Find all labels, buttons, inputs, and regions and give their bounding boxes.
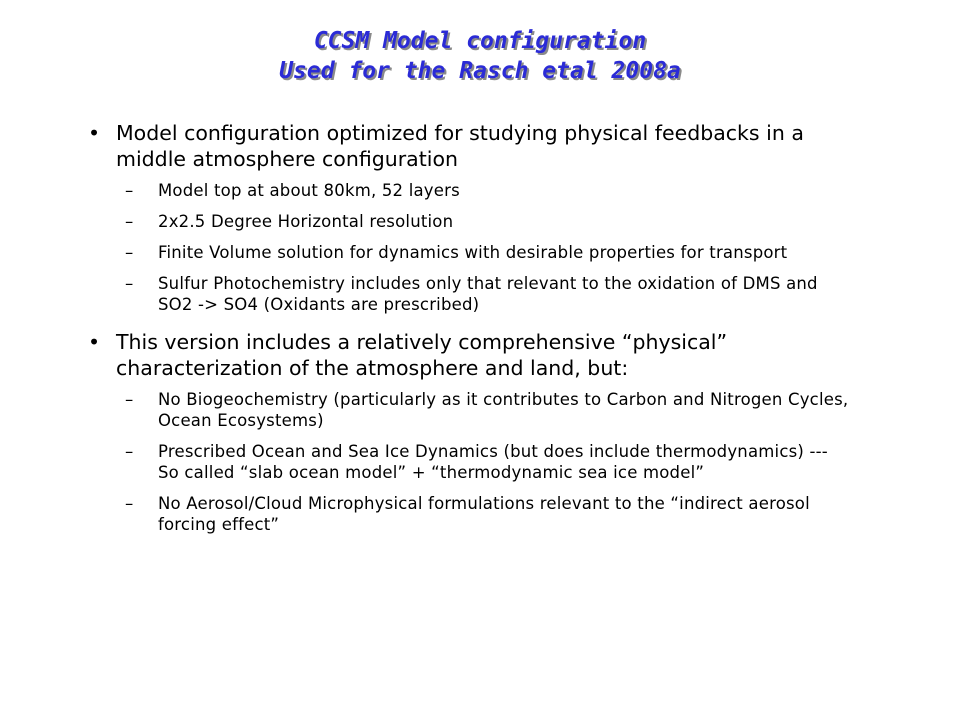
bullet-item — [84, 329, 854, 381]
sub-item — [84, 389, 854, 431]
dash-marker: – — [125, 243, 134, 262]
bullet-marker: • — [88, 330, 101, 354]
dash-marker: – — [125, 494, 134, 513]
sub-text: 2x2.5 Degree Horizontal resolution — [158, 212, 454, 231]
sub-list — [84, 389, 854, 535]
dash-marker: – — [125, 390, 134, 409]
bullet-item — [84, 120, 854, 172]
sub-text: No Biogeochemistry (particularly as it contributes to Carbon and Nitrogen Cycles, Ocean Ecosystems) — [158, 390, 849, 430]
sub-item — [84, 180, 854, 201]
sub-item — [84, 242, 854, 263]
dash-marker: – — [125, 442, 134, 461]
sub-item — [84, 441, 854, 483]
sub-text: Finite Volume solution for dynamics with desirable properties for transport — [158, 243, 788, 262]
sub-list — [84, 180, 854, 315]
slide-body — [84, 120, 854, 549]
dash-marker: – — [125, 212, 134, 231]
dash-marker: – — [125, 181, 134, 200]
title-line-2: Used for the Rasch etal 2008a — [279, 58, 681, 84]
title-line-1: CCSM Model configuration — [313, 28, 647, 54]
bullet-marker: • — [88, 121, 101, 145]
bullet-text: This version includes a relatively comprehensive “physical” characterization of the atmosphere and land, but: — [116, 330, 728, 380]
sub-text: No Aerosol/Cloud Microphysical formulations relevant to the “indirect aerosol forcing effect” — [158, 494, 810, 534]
sub-text: Sulfur Photochemistry includes only that relevant to the oxidation of DMS and SO2 -> SO4 (Oxidants are prescribed) — [158, 274, 818, 314]
sub-text: Model top at about 80km, 52 layers — [158, 181, 460, 200]
sub-text: Prescribed Ocean and Sea Ice Dynamics (but does include thermodynamics) --- So called “slab ocean model” + “thermodynamic sea ice model” — [158, 442, 828, 482]
slide-title — [0, 26, 960, 86]
sub-item — [84, 211, 854, 232]
bullet-text: Model configuration optimized for studying physical feedbacks in a middle atmosphere configuration — [116, 121, 804, 171]
sub-item — [84, 273, 854, 315]
sub-item — [84, 493, 854, 535]
dash-marker: – — [125, 274, 134, 293]
